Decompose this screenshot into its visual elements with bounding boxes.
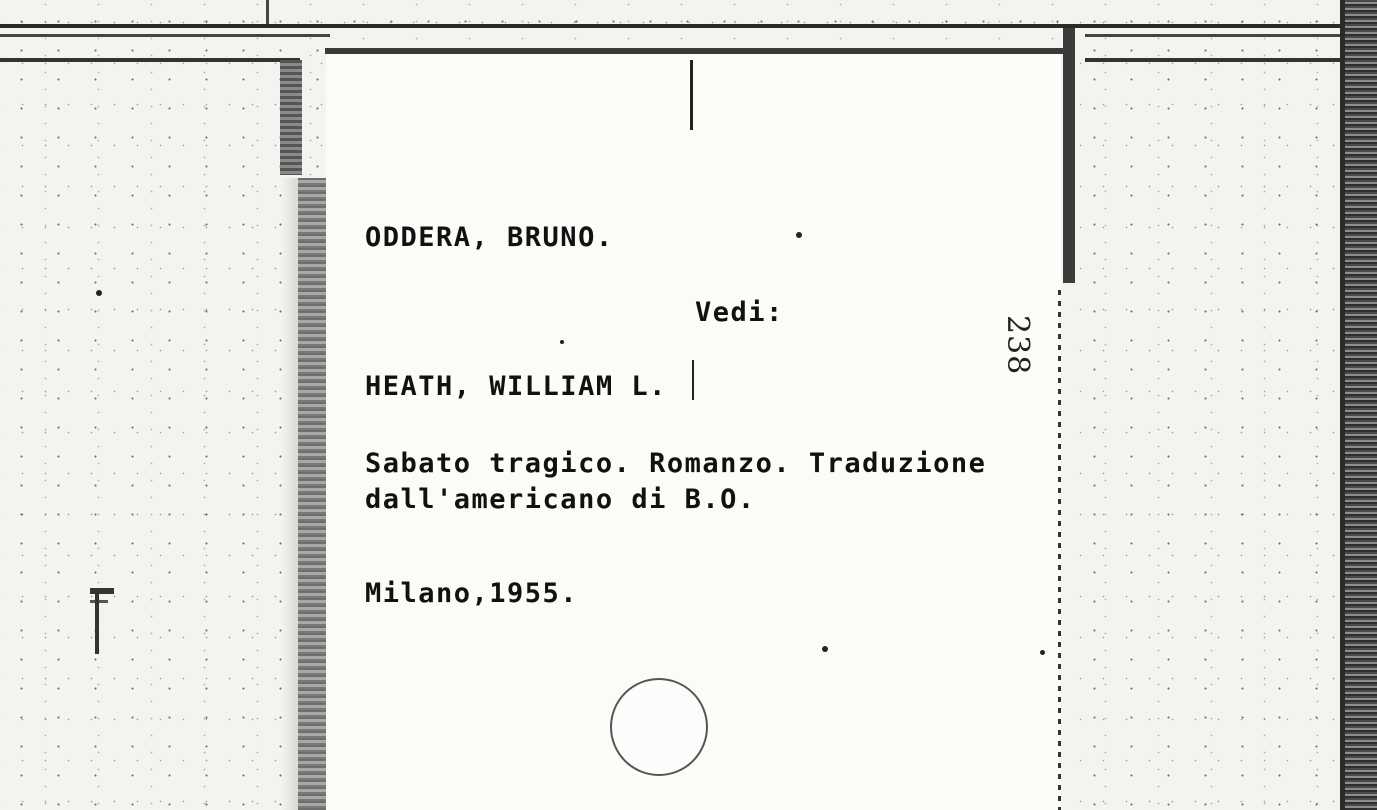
ink-speck xyxy=(560,340,564,344)
bracket-mark xyxy=(90,588,104,654)
upper-strip-divider xyxy=(266,0,269,24)
top-rule xyxy=(0,24,1345,28)
ink-speck xyxy=(1040,650,1045,655)
ink-streak xyxy=(692,360,694,400)
ink-speck xyxy=(796,232,802,238)
top-rule xyxy=(1085,58,1345,62)
card-punch-hole xyxy=(610,678,708,776)
card-slot-shadow xyxy=(282,178,298,810)
referenced-author: HEATH, WILLIAM L. xyxy=(365,371,667,402)
ink-streak xyxy=(690,60,693,130)
imprint-place-year: Milano,1955. xyxy=(365,578,579,609)
see-reference-label: Vedi: xyxy=(695,297,784,328)
card-heading-author: ODDERA, BRUNO. xyxy=(365,222,614,253)
card-right-edge-dashed xyxy=(1058,290,1061,810)
card-right-edge xyxy=(1063,28,1075,283)
ink-speck xyxy=(822,646,828,652)
ink-speck xyxy=(96,290,102,296)
card-top-edge xyxy=(325,48,1065,54)
card-slot-edge xyxy=(298,178,326,810)
call-number-stamp: 238 xyxy=(1000,315,1035,376)
top-rule xyxy=(0,34,330,37)
drawer-rod-top xyxy=(280,60,302,175)
top-rule xyxy=(1085,34,1345,37)
book-title-description: Sabato tragico. Romanzo. Traduzione dall'americano di B.O. xyxy=(365,448,987,515)
right-border-strip xyxy=(1345,0,1377,810)
top-rule xyxy=(0,58,300,62)
